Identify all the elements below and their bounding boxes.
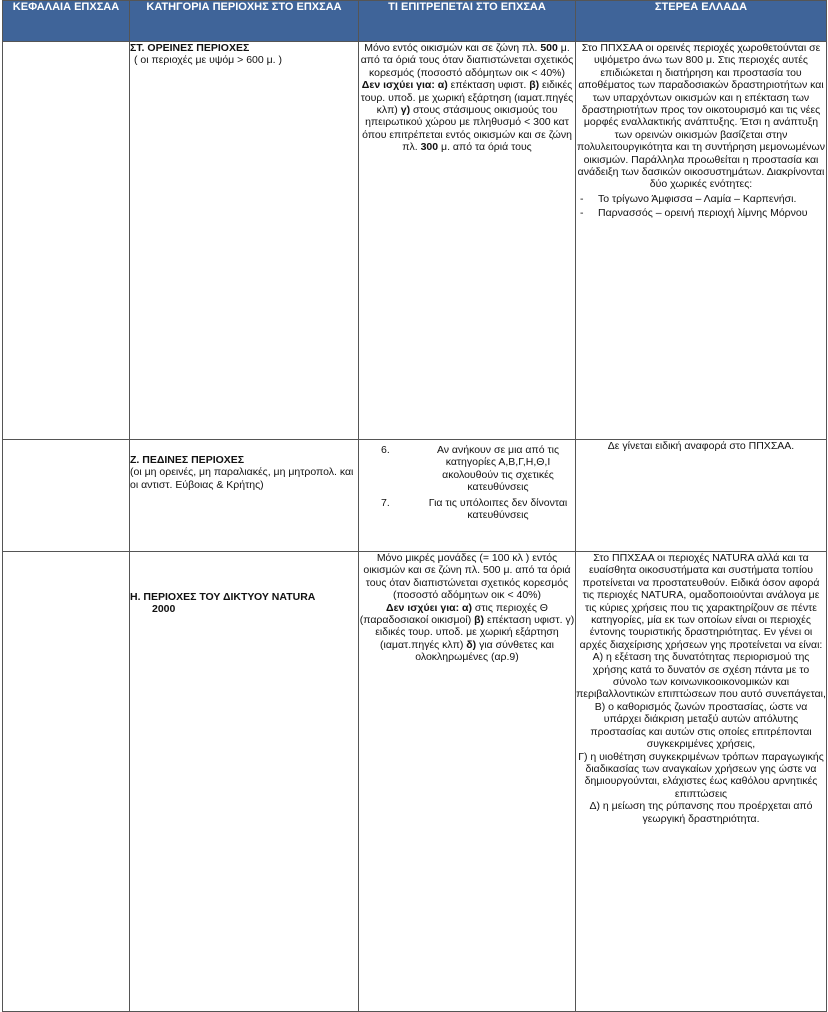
- exception-text: επέκταση υφιστ. γ) ειδικές τουρ. υποδ. με χωρική εξάρτηση (ιαματ.πηγές κλπ): [375, 614, 575, 651]
- item-number: 6.: [381, 444, 390, 456]
- allowed-list: [359, 440, 575, 521]
- header-region: ΣΤΕΡΕΑ ΕΛΛΑΔΑ: [576, 1, 827, 42]
- category-cell: [130, 42, 359, 440]
- chapter-cell: [3, 42, 130, 440]
- region-text: Δε γίνεται ειδική αναφορά στο ΠΠΧΣΑΑ.: [607, 440, 795, 452]
- exception-text: για σύνθετες και ολοκληρωμένες (αρ.9): [415, 638, 554, 664]
- exceptions-label: Δεν ισχύει για:: [386, 601, 460, 614]
- exceptions-label: Δεν ισχύει για:: [361, 79, 435, 92]
- category-year: 2000: [152, 603, 176, 616]
- principle-a: Α) η εξέταση της δυνατότητας περιορισμού της χρήσης κατά το δυνατόν σε σχέση πάντα με το σύνολο των κοινωνικοοικονομικών και περιβαλλοντικών επιπτώσεων που αυτό συνεπάγεται,: [576, 651, 826, 701]
- item-marker: α): [437, 79, 448, 92]
- chapter-cell: [3, 552, 130, 1012]
- allowed-distance: 500: [540, 42, 558, 54]
- item-marker: δ): [466, 638, 477, 651]
- exceptions-paragraph: [359, 79, 575, 153]
- allowed-text: μ. από τα όριά τους όταν διαπιστώνεται σχετικός κορεσμός (ποσοστό αδόμητων οικ < 40%): [360, 42, 574, 79]
- list-item: [359, 444, 575, 494]
- header-category: ΚΑΤΗΓΟΡΙΑ ΠΕΡΙΟΧΗΣ ΣΤΟ ΕΠΧΣΑΑ: [130, 1, 359, 42]
- allowed-cell: [359, 552, 576, 1012]
- allowed-cell: [359, 440, 576, 552]
- list-item: - Το τρίγωνο Άμφισσα – Λαμία – Καρπενήσι.: [576, 193, 826, 205]
- region-cell: [576, 552, 827, 1012]
- chapter-cell: [3, 440, 130, 552]
- category-subtitle: (οι μη ορεινές, μη παραλιακές, μη μητροπολ. και οι αντιστ. Εύβοιας & Κρήτης): [130, 466, 354, 491]
- region-cell: [576, 440, 827, 552]
- table-row: [3, 552, 827, 1012]
- item-marker: β): [474, 614, 485, 627]
- category-cell: [130, 552, 359, 1012]
- exception-text: επέκταση υφιστ.: [447, 79, 530, 92]
- category-title: ΣΤ. ΟΡΕΙΝΕΣ ΠΕΡΙΟΧΕΣ: [130, 42, 250, 54]
- list-item: - Παρνασσός – ορεινή περιοχή λίμνης Μόρνου: [576, 207, 826, 219]
- table-row: [3, 42, 827, 440]
- header-row: [3, 1, 827, 42]
- principle-d: Δ) η μείωση της ρύπανσης που προέρχεται από γεωργική δραστηριότητα.: [589, 800, 813, 825]
- regional-planning-table: [2, 0, 827, 1012]
- region-list: [576, 193, 826, 220]
- region-text: Στο ΠΠΧΣΑΑ οι ορεινές περιοχές χωροθετούνται σε υψόμετρο άνω των 800 μ. Στις περιοχές αυτές επιδιώκεται η διατήρηση και προστασία του αποθέματος των παραδοσιακών δραστηριοτήτων και των υπαρχόντων οικισμών και η επέκταση των δραστηριοτήτων προς τον οικοτουρισμό και τις νέες μορφές εναλλακτικής ανάπτυξης. Έτσι η ανάπτυξη των ορεινών οικισμών βασίζεται στην πολυλειτουργικότητα και τη συντήρηση μεμονωμένων οικισμών. Παράλληλα προωθείται η προστασία και ανάδειξη των δασικών οικοσυστημάτων. Διακρίνονται δύο χωρικές ενότητες:: [576, 42, 826, 191]
- item-marker: α): [462, 601, 472, 614]
- list-item: [359, 497, 575, 522]
- allowed-paragraph: Μόνο μικρές μονάδες (= 100 κλ ) εντός οικισμών και σε ζώνη πλ. 500 μ. από τα όριά τους όταν διαπιστώνεται σχετικός κορεσμός (ποσοστό αδόμητων οικ < 40%): [363, 552, 571, 602]
- exceptions-paragraph: [359, 602, 575, 664]
- item-text: Αν ανήκουν σε μια από τις κατηγορίες Α,Β,Γ,Η,Θ,Ι ακολουθούν τις σχετικές κατευθύνσεις: [436, 444, 560, 494]
- region-cell: [576, 42, 827, 440]
- category-title: Ζ. ΠΕΔΙΝΕΣ ΠΕΡΙΟΧΕΣ: [130, 454, 245, 466]
- category-subtitle: ( οι περιοχές με υψόμ > 600 μ. ): [134, 54, 283, 67]
- exception-text: στις περιοχές Θ (παραδοσιακοί οικισμοί): [359, 601, 548, 627]
- item-number: 7.: [381, 496, 390, 509]
- exception-text: μ. από τα όριά τους: [438, 141, 532, 154]
- category-cell: [130, 440, 359, 552]
- item-text: Για τις υπόλοιπες δεν δίνονται κατευθύνσεις: [428, 496, 568, 522]
- allowed-distance: 300: [420, 141, 439, 154]
- allowed-cell: [359, 42, 576, 440]
- header-chapters: ΚΕΦΑΛΑΙΑ ΕΠΧΣΑΑ: [3, 1, 130, 42]
- region-intro: Στο ΠΠΧΣΑΑ οι περιοχές NATURA αλλά και τα ευαίσθητα οικοσυστήματα και συστήματα τοπίου προτείνεται να προστατευθούν. Ειδικά όσον αφορά τις περιοχές NATURA, ομαδοποιούνται ανάλογα με τις κύριες χρήσεις που τις χαρακτηρίζουν σε πέντε κατηγορίες, μία εκ των οποίων είναι οι περιοχές έντονης τουριστικής δραστηριότητας. Εν γένει οι αρχές διαχείρισης χρήσεων γης προτείνεται να είναι:: [579, 552, 823, 651]
- item-marker: γ): [400, 104, 411, 117]
- item-marker: β): [529, 79, 540, 92]
- table-row: [3, 440, 827, 552]
- exception-text: στους στάσιμους οικισμούς του ηπειρωτικού χώρου με πληθυσμό < 300 κατ όπου επιτρέπεται εντός οικισμών και σε ζώνη πλ.: [362, 104, 572, 154]
- principle-c: Γ) η υιοθέτηση συγκεκριμένων τρόπων παραγωγικής διαδικασίας των αναγκαίων χρήσεων γης ώστε να δημιουργούνται, ελάχιστες έως καθόλου αρνητικές επιπτώσεις: [578, 750, 824, 800]
- allowed-text: Μόνο εντός οικισμών και σε ζώνη πλ.: [364, 42, 541, 54]
- principle-b: Β) ο καθορισμός ζωνών προστασίας, ώστε να υπάρχει διάκριση μεταξύ αυτών απόλυτης προστασίας και αυτών στις οποίες επιτρέπονται συγκεκριμένες χρήσεις,: [590, 700, 812, 751]
- allowed-paragraph: [359, 42, 575, 79]
- exception-text: ειδικές τουρ. υποδ. με χωρική εξάρτηση (ιαματ.πηγές κλπ): [360, 79, 574, 117]
- category-title: Η. ΠΕΡΙΟΧΕΣ ΤΟΥ ΔΙΚΤΥΟΥ NATURA: [130, 591, 316, 603]
- header-allowed: ΤΙ ΕΠΙΤΡΕΠΕΤΑΙ ΣΤΟ ΕΠΧΣΑΑ: [359, 1, 576, 42]
